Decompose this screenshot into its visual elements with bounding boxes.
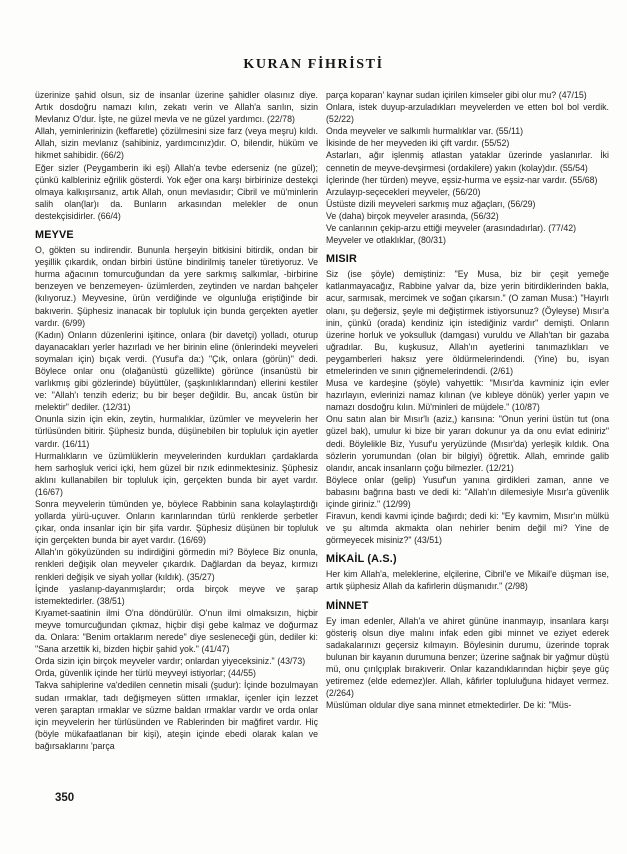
index-entry: Eğer sizler (Peygamberin iki eşi) Allah'a tevbe ederseniz (ne güzel); çünkü kalbleriniz eğrilik gösterdi. Yok eğer ona karşı birbirinize destekçi olmaya kalkışırsanız, artık Allah, onun mevlasıdır; Cibril ve mü'minlerin salih olan(lar)ı da. Bunların arkasından melekler de onun destekçisidirler. (66/4) <box>35 162 318 221</box>
index-entry: Takva sahiplerine va'dedilen cennetin misali (şudur): İçinde bozulmayan sudan ırmaklar, tadı değişmeyen sütten ırmaklar, içenler için lezzet veren şaraptan ırmaklar ve süzme baldan ırmaklar vardır ve orda onlar için meyvelerin her türlüsünden ve Rablerinden bir mağfiret vardır. Hiç (böyle mükafaatlanan bir kişi), ateşin içinde ebedi olarak kalan ve bağırsaklarını 'parça <box>35 680 318 751</box>
section-heading: MİKAİL (A.S.) <box>326 553 397 566</box>
index-entry: Onlara, istek duyup-arzuladıkları meyvelerden ve etten bol bol verdik. (52/22) <box>326 102 609 125</box>
index-entry: Allah, yeminlerinizin (keffaretle) çözülmesini size farz (veya meşru) kıldı. Allah, sizin mevlanız (sahibiniz, yardımcınız)dır. O, bilendir, hüküm ve hikmet sahibidir. (66/2) <box>35 126 318 161</box>
index-entry: Orda sizin için birçok meyveler vardır; onlardan yiyeceksiniz." (43/73) <box>35 656 306 667</box>
index-entry: Arzulayıp-seçecekleri meyveler, (56/20) <box>326 186 481 197</box>
index-entry: Onda meyveler ve salkımlı hurmalıklar var. (55/11) <box>326 126 524 137</box>
index-entry: üzerinize şahid olsun, siz de insanlar üzerine şahidler olasınız diye. Artık dosdoğru namazı kılın, zekatı verin ve Allah'a sarılın, sizin Mevlanız O'dur. İşte, ne güzel mevla ve ne güzel yardımcı. (22/78) <box>35 90 318 125</box>
index-entry: Ve (daha) birçok meyveler arasında, (56/32) <box>326 210 499 221</box>
right-column <box>326 89 609 752</box>
index-entry: İçlerinde (her türden) meyve, eşsiz-hurma ve eşsiz-nar vardır. (55/68) <box>326 174 598 185</box>
index-entry: Musa ve kardeşine (şöyle) vahyettik: "Mısır'da kavminiz için evler hazırlayın, evlerinizi namaz kılınan (ve kıbleye dönük) yerler yapın ve namazı dosdoğru kılın. Mü'minleri de müjdele." (10/87) <box>326 378 609 413</box>
index-entry: Böylece onlar (gelip) Yusuf'un yanına girdikleri zaman, anne ve babasını bağrına bastı ve dedi ki: "Allah'ın dilemesiyle Mısır'a güvenlik içinde giriniz." (12/99) <box>326 474 609 509</box>
index-entry: Ve canlarının çekip-arzu ettiği meyveler (arasındadırlar). (77/42) <box>326 223 577 234</box>
index-entry: Allah'ın gökyüzünden su indirdiğini görmedin mi? Böylece Biz onunla, renkleri değişik olan meyveler çıkardık. Dağlardan da beyaz, kırmızı renkleri değişik ve siyah yollar (kıldık). (35/27) <box>35 547 318 582</box>
running-head-title: KURAN FİHRİSTİ <box>243 57 384 72</box>
left-column <box>35 89 318 752</box>
index-entry: Firavun, kendi kavmi içinde bağırdı; dedi ki: "Ey kavmim, Mısır'ın mülkü ve şu altımda akmakta olan nehirler benim değil mi? Yine de görmeyecek misiniz?" (43/51) <box>326 511 609 546</box>
section-heading: MISIR <box>326 253 357 266</box>
index-entry: Üstüste dizili meyveleri sarkmış muz ağaçları, (56/29) <box>326 198 536 209</box>
index-entry: Onu satın alan bir Mısır'lı (aziz,) karısına: "Onun yerini üstün tut (ona güzel bak), umulur ki bize bir yararı dokunur ya da onu evlat ediniriz" dedi. Böylelikle Biz, Yusuf'u yeryüzünde (Mısır'da) yerleşik kıldık. Ona sözlerin yorumundan (olan bir bilgiyi) öğrettik. Allah, emrinde galib olandır, ancak insanların çoğu bilmezler. (12/21) <box>326 414 609 473</box>
page-number: 350 <box>55 792 75 804</box>
index-entry: O, gökten su indirendir. Bununla herşeyin bitkisini bitirdik, ondan bir yeşillik çıkardık, ondan birbiri üstüne bindirilmiş taneler türetiyoruz. Ve hurma ağacının tomurcuğundan da yere sarkmış salkımlar, -birbirine benzeyen ve benzemeyen- üzümlerden, zeytinden ve nardan bahçeler (kılıyoruz.) Meyvesine, ürün verdiğinde ve olgunluğa eriştiğinde bir bakıverin. Şüphesiz inanacak bir topluluk için bunda gerçekten ayetler vardır. (6/99) <box>35 245 318 328</box>
index-entry: Kıyamet-saatinin ilmi O'na döndürülür. O'nun ilmi olmaksızın, hiçbir meyve tomurcuğundan çıkmaz, hiçbir dişi gebe kalmaz ve doğurmaz da. Onlara: "Benim ortaklarım nerede" diye sesleneceği gün, dediler ki: "Sana arzettik ki, bizden hiçbir şahid yok." (41/47) <box>35 607 318 655</box>
index-entry: Astarları, ağır işlenmiş atlastan yataklar üzerinde yaslanırlar. İki cennetin de meyve-devşirmesi (ordakilere) yakın (kolay)dır. (55/54) <box>326 150 609 173</box>
text-columns <box>35 89 609 752</box>
section-heading: MEYVE <box>35 229 74 242</box>
index-entry: İçinde yaslanıp-dayanmışlardır; orda birçok meyve ve şarap istemektedirler. (38/51) <box>35 583 318 606</box>
index-entry: Siz (ise şöyle) demiştiniz: "Ey Musa, biz bir çeşit yemeğe katlanmayacağız, Rabbine yalvar da, bize yerin bitirdiklerinden bakla, acur, sarmısak, mercimek ve soğan çıkarsın." (O zaman Musa:) "Hayırlı olanı, şu değersiz, şeyle mi değiştirmek istiyorsunuz? (Öyleyse) Mısır'a inin, çünkü (orada) kendiniz için istediğiniz vardır" demişti. Onların üzerine horluk ve yoksulluk (damgası) vuruldu ve Allah'tan bir gazaba uğradılar. Bu, kuşkusuz, Allah'ın ayetlerini tanımazlıkları ve peygamberleri haksız yere öldürmelerindendi. (Yine) bu, isyan etmelerinden ve sınırı çiğnemelerindendi. (2/61) <box>326 269 609 376</box>
index-entry: İkisinde de her meyveden iki çift vardır. (55/52) <box>326 138 510 149</box>
index-entry: Müslüman oldular diye sana minnet etmektedirler. De ki: "Müs- <box>326 700 572 711</box>
section-heading: MİNNET <box>326 599 369 612</box>
index-entry: (Kadın) Onların düzenlerini işitince, onlara (bir davetçi) yolladı, oturup dayanacakları yerler hazırladı ve her birinin eline (önlerindeki meyveleri soymaları için) bıçak verdi. (Yusuf'a da:) "Çık, onlara (görün)" dedi. Böylece onlar onu (olağanüstü güzellikte) görünce (insanüstü bir varlıkmış gibi gözlerinde) büyüttüler, (şaşkınlıklarından) ellerini kestiler ve: "Allah'ı tenzih ederiz; bu bir beşer değildir. Bu, ancak üstün bir melektir" dediler. (12/31) <box>35 329 318 413</box>
index-entry: Her kim Allah'a, meleklerine, elçilerine, Cibril'e ve Mikail'e düşman ise, artık şüphesiz Allah da kafirlerin düşmanıdır." (2/98) <box>326 569 609 592</box>
index-entry: Orda, güvenlik içinde her türlü meyveyi istiyorlar; (44/55) <box>35 668 256 679</box>
index-entry: parça koparan' kaynar sudan içirilen kimseler gibi olur mu? (47/15) <box>326 90 587 100</box>
index-entry: Meyveler ve otlaklıklar, (80/31) <box>326 235 446 246</box>
index-entry: Ey iman edenler, Allah'a ve ahiret gününe inanmayıp, insanlara karşı gösteriş olsun diye malını infak eden gibi minnet ve eziyet ederek sadakalarınızı geçersiz kılmayın. Böylesinin durumu, üzerinde toprak bulunan bir kayanın durumuna benzer; üzerine sağnak bir yağmur düştü mü, onu çırılçıplak bırakıverir. Onlar kazandıklarından hiçbir şeye güç yetiremez (elde edemez)ler. Allah, kâfirler topluluğuna hidayet vermez. (2/264) <box>326 615 609 699</box>
index-entry: Hurmalıkların ve üzümlüklerin meyvelerinden kurdukları çardaklarda hem sarhoşluk verici içki, hem güzel bir rızık edinmektesiniz. Şüphesiz aklını kullanabilen bir topluluk için, gerçekten bunda bir ayet vardır. (16/67) <box>35 450 318 497</box>
index-entry: Sonra meyvelerin tümünden ye, böylece Rabbinin sana kolaylaştırdığı yollarda yürü-uçuver. Onların karınlarından türlü renklerde şerbetler çıkar, onda insanlar için bir şifa vardır. Şüphesiz düşünen bir topluluk için gerçekten bunda bir ayet vardır. (16/69) <box>35 499 318 546</box>
index-entry: Onunla sizin için ekin, zeytin, hurmalıklar, üzümler ve meyvelerin her türlüsünden bitirir. Şüphesiz bunda, düşünebilen bir topluluk için ayetler vardır. (16/11) <box>35 414 318 449</box>
